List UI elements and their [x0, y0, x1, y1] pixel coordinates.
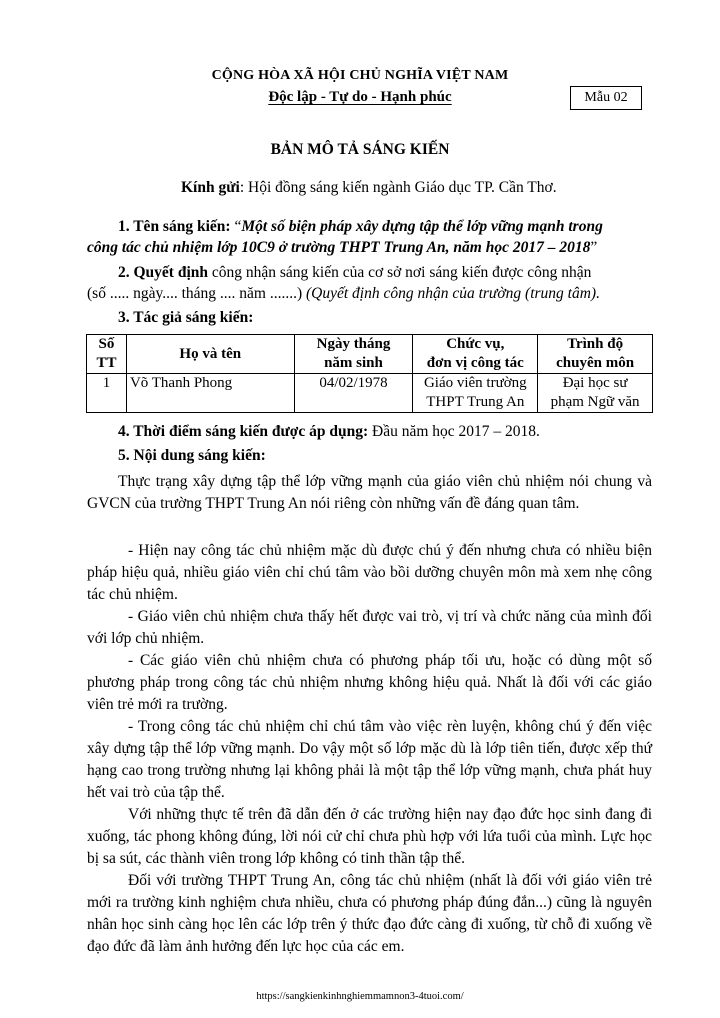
- item2-text1: công nhận sáng kiến của cơ sở nơi sáng kiến được công nhận: [208, 264, 592, 281]
- item1-name-line1: Một số biện pháp xây dựng tập thể lớp vững mạnh trong: [241, 218, 603, 235]
- motto-text: Độc lập - Tự do - Hạnh phúc: [268, 89, 452, 105]
- item1-label: 1. Tên sáng kiến:: [118, 218, 231, 235]
- header-no-line2: TT: [96, 355, 117, 371]
- item4-label: 4. Thời điểm sáng kiến được áp dụng:: [118, 423, 369, 440]
- cell-no: 1: [87, 374, 127, 413]
- item4-text: Đầu năm học 2017 – 2018.: [368, 423, 540, 440]
- paragraph-7: Đối với trường THPT Trung An, công tác chủ nhiệm (nhất là đối với giáo viên trẻ mới ra trường kinh nghiệm chưa nhiều, chưa có phương pháp đúng đắn...) cũng là nguyên nhân học sinh càng học lên các lớp trên ý thức đạo đức càng đi xuống, từ chỗ đi xuống về đạo đức đã làm ảnh hưởng đến lực học của các em.: [87, 872, 652, 955]
- item1-name-line2: công tác chủ nhiệm lớp 10C9 ở trường THPT Trung An, năm học 2017 – 2018: [87, 239, 591, 256]
- item3-line: [118, 309, 253, 327]
- cell-position-line2: THPT Trung An: [426, 394, 525, 410]
- item1-open-quote: “: [230, 218, 242, 235]
- header-dob-line1: Ngày tháng: [316, 336, 391, 352]
- item1-line2: [87, 239, 597, 257]
- authors-table: [86, 334, 653, 413]
- item2-line2: [87, 285, 600, 303]
- item1-close-quote: ”: [590, 239, 598, 256]
- header-dob: [294, 335, 413, 374]
- header-degree: [538, 335, 653, 374]
- cell-degree-line2: phạm Ngữ văn: [550, 394, 640, 410]
- table-header-row: [87, 335, 653, 374]
- header-name: Họ và tên: [126, 335, 294, 374]
- item5-label: 5. Nội dung sáng kiến:: [118, 447, 266, 464]
- cell-dob: 04/02/1978: [294, 374, 413, 413]
- national-title: CỘNG HÒA XÃ HỘI CHỦ NGHĨA VIỆT NAM: [211, 68, 509, 83]
- cell-position-line1: Giáo viên trường: [423, 375, 527, 391]
- item2-line1: [118, 264, 591, 282]
- paragraph-2: - Hiện nay công tác chủ nhiệm mặc dù được chú ý đến nhưng chưa có nhiều biện pháp hiệu quả, nhiều giáo viên chỉ chú tâm vào bồi dưỡng chuyên môn mà xem nhẹ công tác chủ nhiệm.: [87, 542, 652, 603]
- paragraph-3: - Giáo viên chủ nhiệm chưa thấy hết được vai trò, vị trí và chức năng của mình đối với lớp chủ nhiệm.: [87, 608, 652, 647]
- item5-line: [118, 447, 266, 465]
- header-position-line2: đơn vị công tác: [426, 355, 524, 371]
- header-degree-line2: chuyên môn: [556, 355, 635, 371]
- header-position-line1: Chức vụ,: [446, 336, 505, 352]
- item3-label: 3. Tác giả sáng kiến:: [118, 309, 254, 326]
- header-position: [413, 335, 538, 374]
- header-no: [87, 335, 127, 374]
- addressee-label: Kính gửi: [181, 179, 240, 196]
- addressee-line: [181, 179, 557, 197]
- paragraph-6: Với những thực tế trên đã dẫn đến ở các trường hiện nay đạo đức học sinh đang đi xuống, tác phong không đúng, lời nói cử chỉ chưa phù hợp với lứa tuổi của mình. Lực học bị sa sút, các thành viên trong lớp không có tinh thần tập thể.: [87, 806, 652, 867]
- footer-url[interactable]: https://sangkienkinhnghiemmamnon3-4tuoi.com/: [256, 991, 464, 1002]
- cell-degree-line1: Đại học sư: [562, 375, 628, 391]
- document-title: BẢN MÔ TẢ SÁNG KIẾN: [270, 141, 450, 158]
- addressee-text: : Hội đồng sáng kiến ngành Giáo dục TP. Cần Thơ.: [239, 179, 557, 196]
- item2-label: 2. Quyết định: [118, 264, 209, 281]
- cell-position: [413, 374, 538, 413]
- paragraph-1: Thực trạng xây dựng tập thể lớp vững mạnh của giáo viên chủ nhiệm nói chung và GVCN của trường THPT Trung An nói riêng còn những vấn đề đáng quan tâm.: [87, 473, 652, 512]
- form-code-box: Mẫu 02: [570, 86, 642, 110]
- cell-name: Võ Thanh Phong: [126, 374, 294, 413]
- header-degree-line1: Trình độ: [567, 336, 624, 352]
- item2-italic: (Quyết định công nhận của trường (trung tâm).: [305, 285, 600, 302]
- item2-text2: (số ..... ngày.... tháng .... năm .......): [87, 285, 306, 302]
- cell-degree: [538, 374, 653, 413]
- item1-line1: [118, 218, 603, 236]
- header-dob-line2: năm sinh: [324, 355, 383, 371]
- header-no-line1: Số: [98, 336, 115, 352]
- item4-line: [118, 423, 540, 441]
- paragraph-5: - Trong công tác chủ nhiệm chỉ chú tâm vào việc rèn luyện, không chú ý đến việc xây dựng tập thể lớp vững mạnh. Do vậy một số lớp mặc dù là lớp tiên tiến, được xếp thứ hạng cao trong trường nhưng lại không phải là một tập thể lớp vững mạnh, chưa phát huy hết vai trò của tập thể.: [87, 718, 652, 801]
- table-row: [87, 374, 653, 413]
- paragraph-4: - Các giáo viên chủ nhiệm chưa có phương pháp tối ưu, hoặc có dùng một số phương pháp trong công tác chủ nhiệm nhưng không hiệu quả. Nhất là đối với các giáo viên trẻ mới ra trường.: [87, 652, 652, 713]
